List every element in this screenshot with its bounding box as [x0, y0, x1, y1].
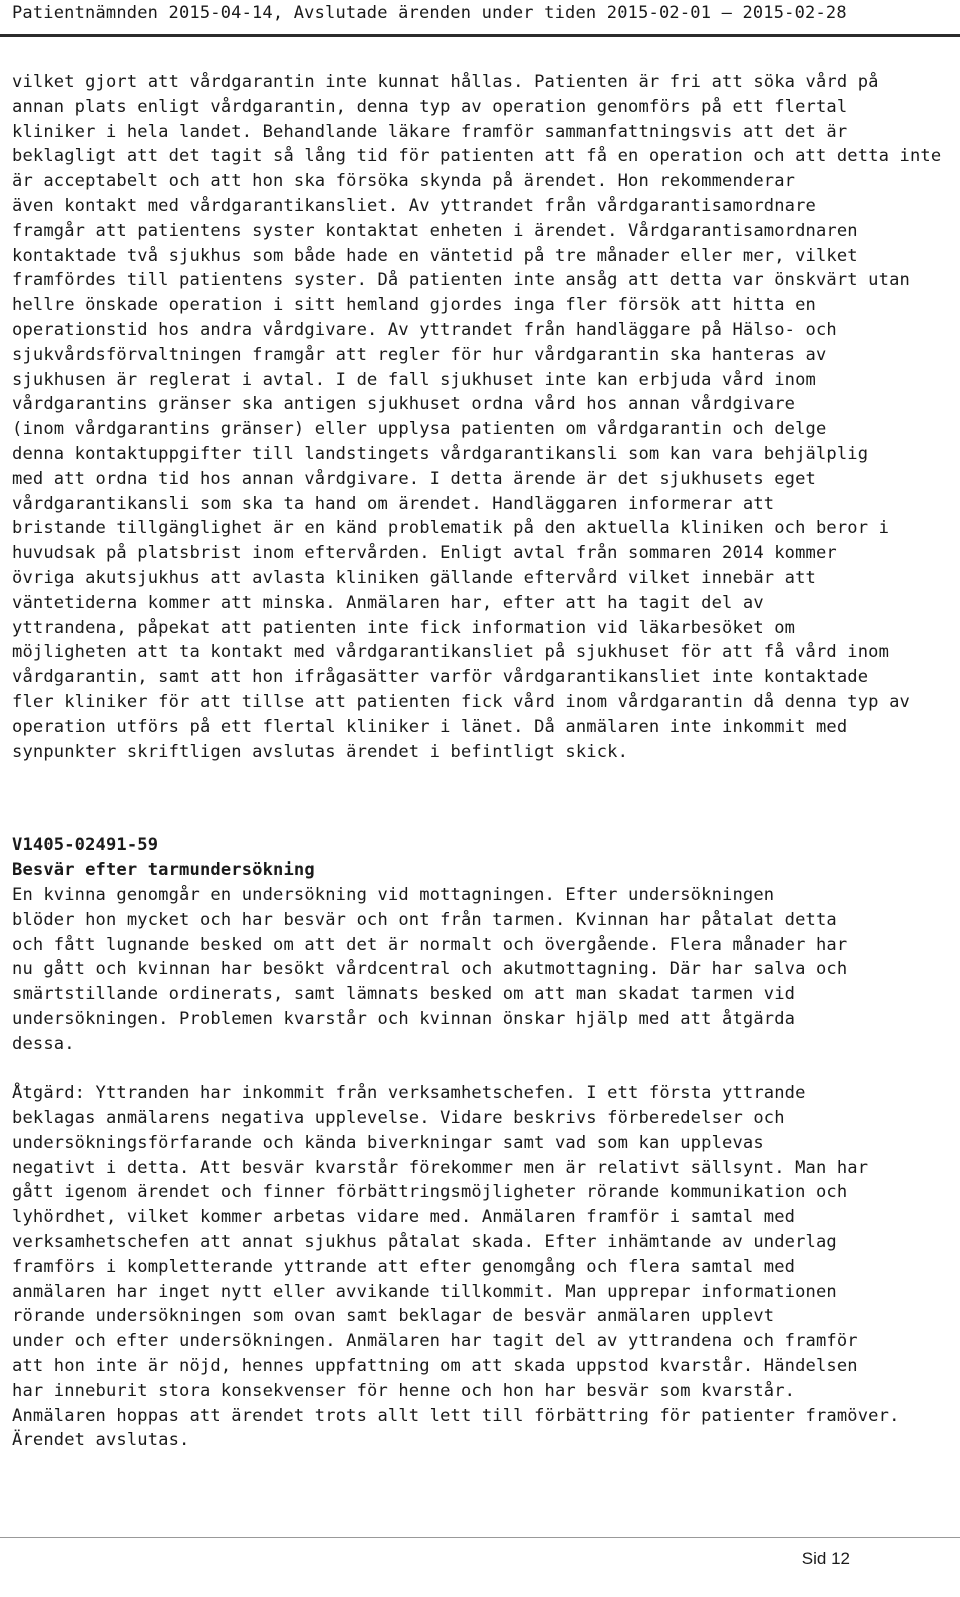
case-description: En kvinna genomgår en undersökning vid mottagningen. Efter undersökningen blöder hon mycket och har besvär och ont från tarmen. Kvinnan har påtalat detta och fått lugnande besked om att det är normalt och övergående. Flera månader har nu gått och kvinnan har besökt vårdcentral och akutmottagning. Där har salva och smärtstillande ordinerats, samt lämnats besked om att man skadat tarmen vid undersökningen. Problemen kvarstår och kvinnan önskar hjälp med att åtgärda dessa. [12, 884, 848, 1054]
case-section [12, 833, 942, 1453]
case-id: V1405-02491-59 [12, 835, 159, 856]
document-body [12, 70, 942, 1453]
footer-divider [0, 1537, 960, 1538]
continued-case-text: vilket gjort att vårdgarantin inte kunnat hållas. Patienten är fri att söka vård på annan plats enligt vårdgarantin, denna typ av operation genomförs på ett flertal kliniker i hela landet. Behandlande läkare framför sammanfattningsvis att det är beklagligt att det tagit så lång tid för patienten att få en operation och att detta inte är acceptabelt och att hon ska försöka skynda på ärendet. Hon rekommenderar även kontakt med vårdgarantikansliet. Av yttrandet från vårdgarantisamordnare framgår att patientens syster kontaktat enheten i ärendet. Vårdgarantisamordnaren kontaktade två sjukhus som både hade en väntetid på tre månader eller mer, vilket framfördes till patientens syster. Då patienten inte ansåg att detta var önskvärt utan hellre önskade operation i sitt hemland gjordes inga fler försök att hitta en operationstid hos andra vårdgivare. Av yttrandet från handläggare på Hälso- och sjukvårdsförvaltningen framgår att regler för hur vårdgarantin ska hanteras av sjukhusen är reglerat i avtal. I de fall sjukhuset inte kan erbjuda vård inom vårdgarantins gränser ska antigen sjukhuset ordna vård hos annan vårdgivare (inom vårdgarantins gränser) eller upplysa patienten om vårdgarantin och delge denna kontaktuppgifter till landstingets vårdgarantikansli som kan vara behjälplig med att ordna tid hos annan vårdgivare. I detta ärende är det sjukhusets eget vårdgarantikansli som ska ta hand om ärendet. Handläggaren informerar att bristande tillgänglighet är en känd problematik på den aktuella kliniken och beror i huvudsak på platsbrist inom eftervården. Enligt avtal från sommaren 2014 kommer övriga akutsjukhus att avlasta kliniken gällande eftervård vilket innebär att väntetiderna kommer att minska. Anmälaren har, efter att ha tagit del av yttrandena, påpekat att patienten inte fick information vid läkarbesöket om möjligheten att ta kontakt med vårdgarantikansliet på sjukhuset för att få vård inom vårdgarantin, samt att hon ifrågasätter varför vårdgarantikansliet inte kontaktade fler kliniker för att tillse att patienten fick vård inom vårdgarantin då denna typ av operation utförs på ett flertal kliniker i länet. Då anmälaren inte inkommit med synpunkter skriftligen avslutas ärendet i befintligt skick. [12, 72, 942, 762]
page-number: Sid 12 [801, 1549, 850, 1568]
running-header: Patientnämnden 2015-04-14, Avslutade ärenden under tiden 2015-02-01 — 2015-02-28 [12, 3, 847, 23]
case-action: Åtgärd: Yttranden har inkommit från verksamhetschefen. I ett första yttrande beklagas anmälarens negativa upplevelse. Vidare beskrivs förberedelser och undersökningsförfarande och kända biverkningar samt vad som kan upplevas negativt i detta. Att besvär kvarstår förekommer men är relativt sällsynt. Man har gått igenom ärendet och finner förbättringsmöjligheter rörande kommunikation och lyhördhet, vilket kommer arbetas vidare med. Anmälaren framför i samtal med verksamhetschefen att annat sjukhus påtalat skada. Efter inhämtande av underlag framförs i kompletterande yttrande att efter genomgång och flera samtal med anmälaren har inget nytt eller avvikande tillkommit. Man upprepar informationen rörande undersökningen som ovan samt beklagar de besvär anmälaren upplevt under och efter undersökningen. Anmälaren har tagit del av yttrandena och framför att hon inte är nöjd, hennes uppfattning om att skada uppstod kvarstår. Händelsen har inneburit stora konsekvenser för henne och hon har besvär som kvarstår. Anmälaren hoppas att ärendet trots allt lett till förbättring för patienter framöver. Ärendet avslutas. [12, 1083, 900, 1451]
header-divider [0, 34, 960, 37]
case-title: Besvär efter tarmundersökning [12, 860, 315, 881]
